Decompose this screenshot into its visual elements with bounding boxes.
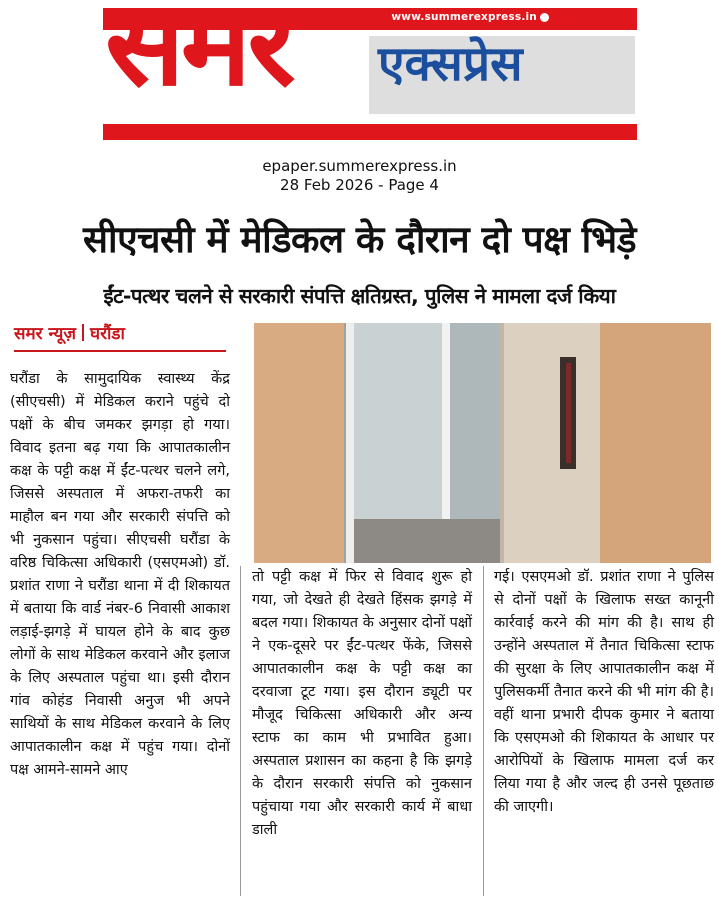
article-column-1 bbox=[10, 368, 230, 782]
photo-hanging-cloth-detail bbox=[566, 363, 571, 463]
photo-wall-right bbox=[600, 323, 711, 563]
brand-name-primary: समर bbox=[105, 0, 292, 112]
hospital-window-photo bbox=[254, 323, 711, 563]
masthead-bottom-band bbox=[103, 124, 637, 140]
masthead-logo bbox=[103, 0, 637, 140]
brand-name-secondary: एक्सप्रेस bbox=[378, 36, 523, 92]
article-column-3 bbox=[494, 566, 714, 819]
article-text-1: घरौंडा के सामुदायिक स्वास्थ्य केंद्र (सीएचसी) में मेडिकल कराने पहुंचे दो पक्षों के बीच जमकर झगड़ा हो गया। विवाद इतना बढ़ गया कि आपातकालीन कक्ष के पट्टी कक्ष में ईंट-पत्थर चलने लगे, जिससे अस्पताल में अफरा-तफरी का माहौल बन गया और सरकारी संपत्ति को भी नुकसान पहुंचा। सीएचसी घरौंडा के वरिष्ठ चिकित्सा अधिकारी (एसएमओ) डॉ. प्रशांत राणा ने घरौंडा थाना में दी शिकायत में बताया कि वार्ड नंबर-6 निवासी आकाश लड़ाई-झगड़े में घायल होने के बाद कुछ लोगों के साथ मेडिकल करवाने और इलाज के लिए अस्पताल पहुंचा था। इसी दौरान गांव कोहंड निवासी अनुज भी अपने साथियों के साथ मेडिकल करवाने के लिए आपातकालीन कक्ष में पहुंच गया। दोनों पक्ष आमने-सामने आए bbox=[10, 371, 230, 778]
column-divider bbox=[240, 566, 241, 896]
globe-icon bbox=[540, 13, 549, 22]
epaper-url[interactable]: epaper.summerexpress.in bbox=[262, 157, 457, 175]
photo-window-bar-left bbox=[346, 323, 354, 563]
edition-date-page: 28 Feb 2026 - Page 4 bbox=[280, 176, 439, 194]
article-column-2 bbox=[252, 566, 472, 842]
byline-place: घरौंडा bbox=[90, 324, 125, 344]
photo-wall-left bbox=[254, 323, 346, 563]
byline-rule bbox=[14, 350, 226, 352]
byline bbox=[14, 321, 226, 344]
byline-separator bbox=[82, 324, 84, 341]
website-url[interactable]: www.summerexpress.in bbox=[391, 11, 537, 23]
article-subheadline: ईंट-पत्थर चलने से सरकारी संपत्ति क्षतिग्रस्त, पुलिस ने मामला दर्ज किया bbox=[103, 284, 616, 308]
article-text-3: गई। एसएमओ डॉ. प्रशांत राणा ने पुलिस से दोनों पक्षों के खिलाफ सख्त कानूनी कार्रवाई करने की मांग की है। साथ ही उन्होंने अस्पताल में तैनात चिकित्सा स्टाफ की सुरक्षा के लिए आपातकालीन कक्ष में पुलिसकर्मी तैनात करने की भी मांग की है। वहीं थाना प्रभारी दीपक कुमार ने बताया कि एसएमओ की शिकायत के आधार पर आरोपियों के खिलाफ मामला दर्ज कर लिया गया है और जल्द ही उनसे पूछताछ की जाएगी। bbox=[494, 569, 714, 815]
photo-floor bbox=[354, 519, 500, 563]
article-headline: सीएचसी में मेडिकल के दौरान दो पक्ष भिड़े bbox=[82, 218, 636, 261]
photo-door bbox=[504, 323, 600, 563]
article-text-2: तो पट्टी कक्ष में फिर से विवाद शुरू हो गया, जो देखते ही देखते हिंसक झगड़े में बदल गया। शिकायत के अनुसार दोनों पक्षों ने एक-दूसरे पर ईंट-पत्थर फेंके, जिससे आपातकालीन कक्ष के पट्टी कक्ष का दरवाजा टूट गया। इस दौरान ड्यूटी पर मौजूद चिकित्सा अधिकारी और अन्य स्टाफ का काम भी प्रभावित हुआ। अस्पताल प्रशासन का कहना है कि झगड़े के दौरान सरकारी संपत्ति को नुकसान पहुंचाया गया और सरकारी कार्य में बाधा डाली bbox=[252, 569, 472, 838]
byline-source: समर न्यूज़ bbox=[14, 324, 77, 344]
column-divider bbox=[483, 566, 484, 896]
